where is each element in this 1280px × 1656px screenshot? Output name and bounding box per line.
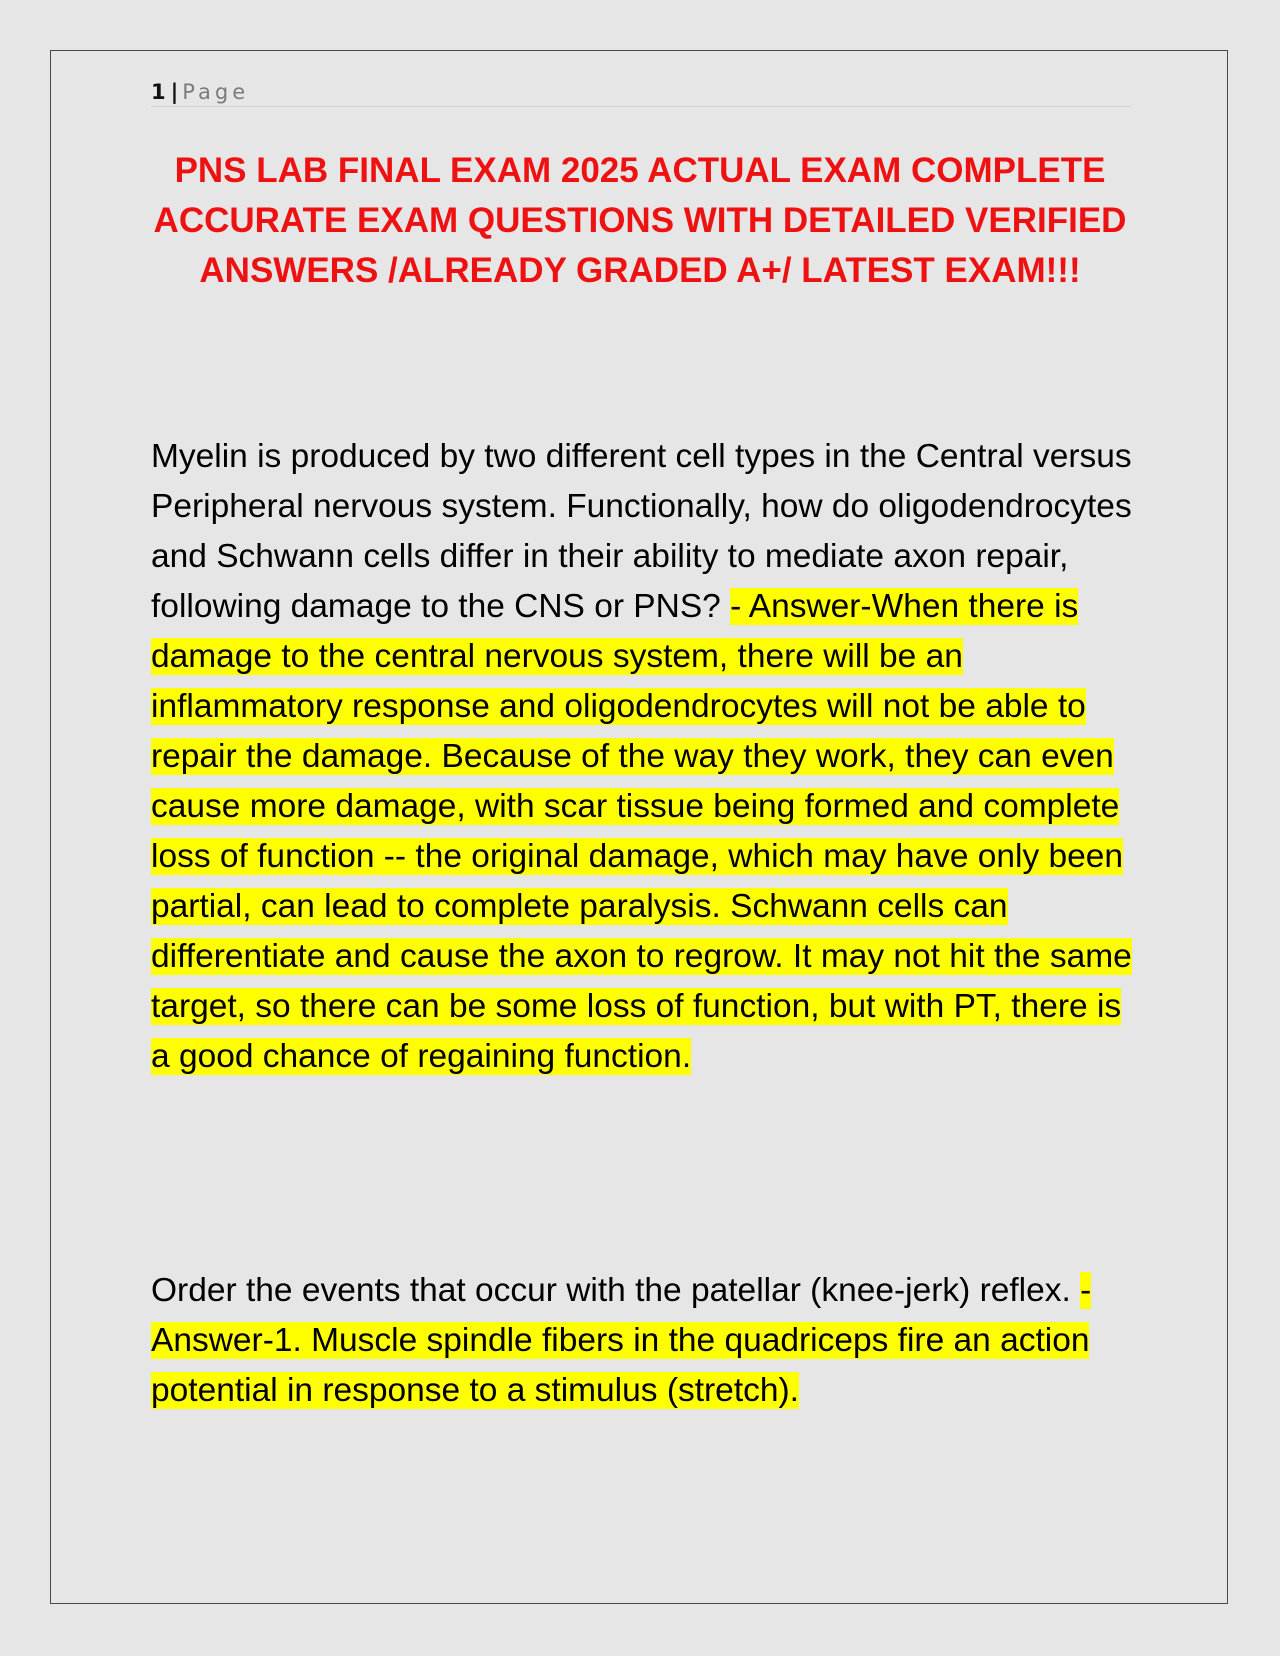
page-number: 1 <box>151 80 166 104</box>
question-text: Myelin is produced by two different cell types in the Central versus Peripheral nervous system. Functionally, how do oligodendrocytes and Schwann cells differ in their ability to mediate axon repair, following damage to the CNS or PNS? <box>151 438 1132 625</box>
question-text: Order the events that occur with the patellar (knee-jerk) reflex. <box>151 1272 1081 1309</box>
qa-item-patellar-reflex <box>151 1266 1141 1416</box>
document-title: PNS LAB FINAL EXAM 2025 ACTUAL EXAM COMPLETE ACCURATE EXAM QUESTIONS WITH DETAILED VERIFIED ANSWERS /ALREADY GRADED A+/ LATEST EXAM!!! <box>153 151 1127 290</box>
page-header <box>151 78 1131 107</box>
answer-text: - Answer-When there is damage to the central nervous system, there will be an inflammatory response and oligodendrocytes will not be able to repair the damage. Because of the way they work, they can even cause more damage, with scar tissue being formed and complete loss of function -- the original damage, which may have only been partial, can lead to complete paralysis. Schwann cells can differentiate and cause the axon to regrow. It may not hit the same target, so there can be some loss of function, but with PT, there is a good chance of regaining function. <box>151 588 1132 1075</box>
header-separator: | <box>170 80 179 104</box>
answer-text: - Answer-1. Muscle spindle fibers in the quadriceps fire an action potential in response to a stimulus (stretch). <box>151 1272 1092 1409</box>
page-label: Page <box>182 80 250 104</box>
qa-item-myelin <box>151 432 1141 1082</box>
